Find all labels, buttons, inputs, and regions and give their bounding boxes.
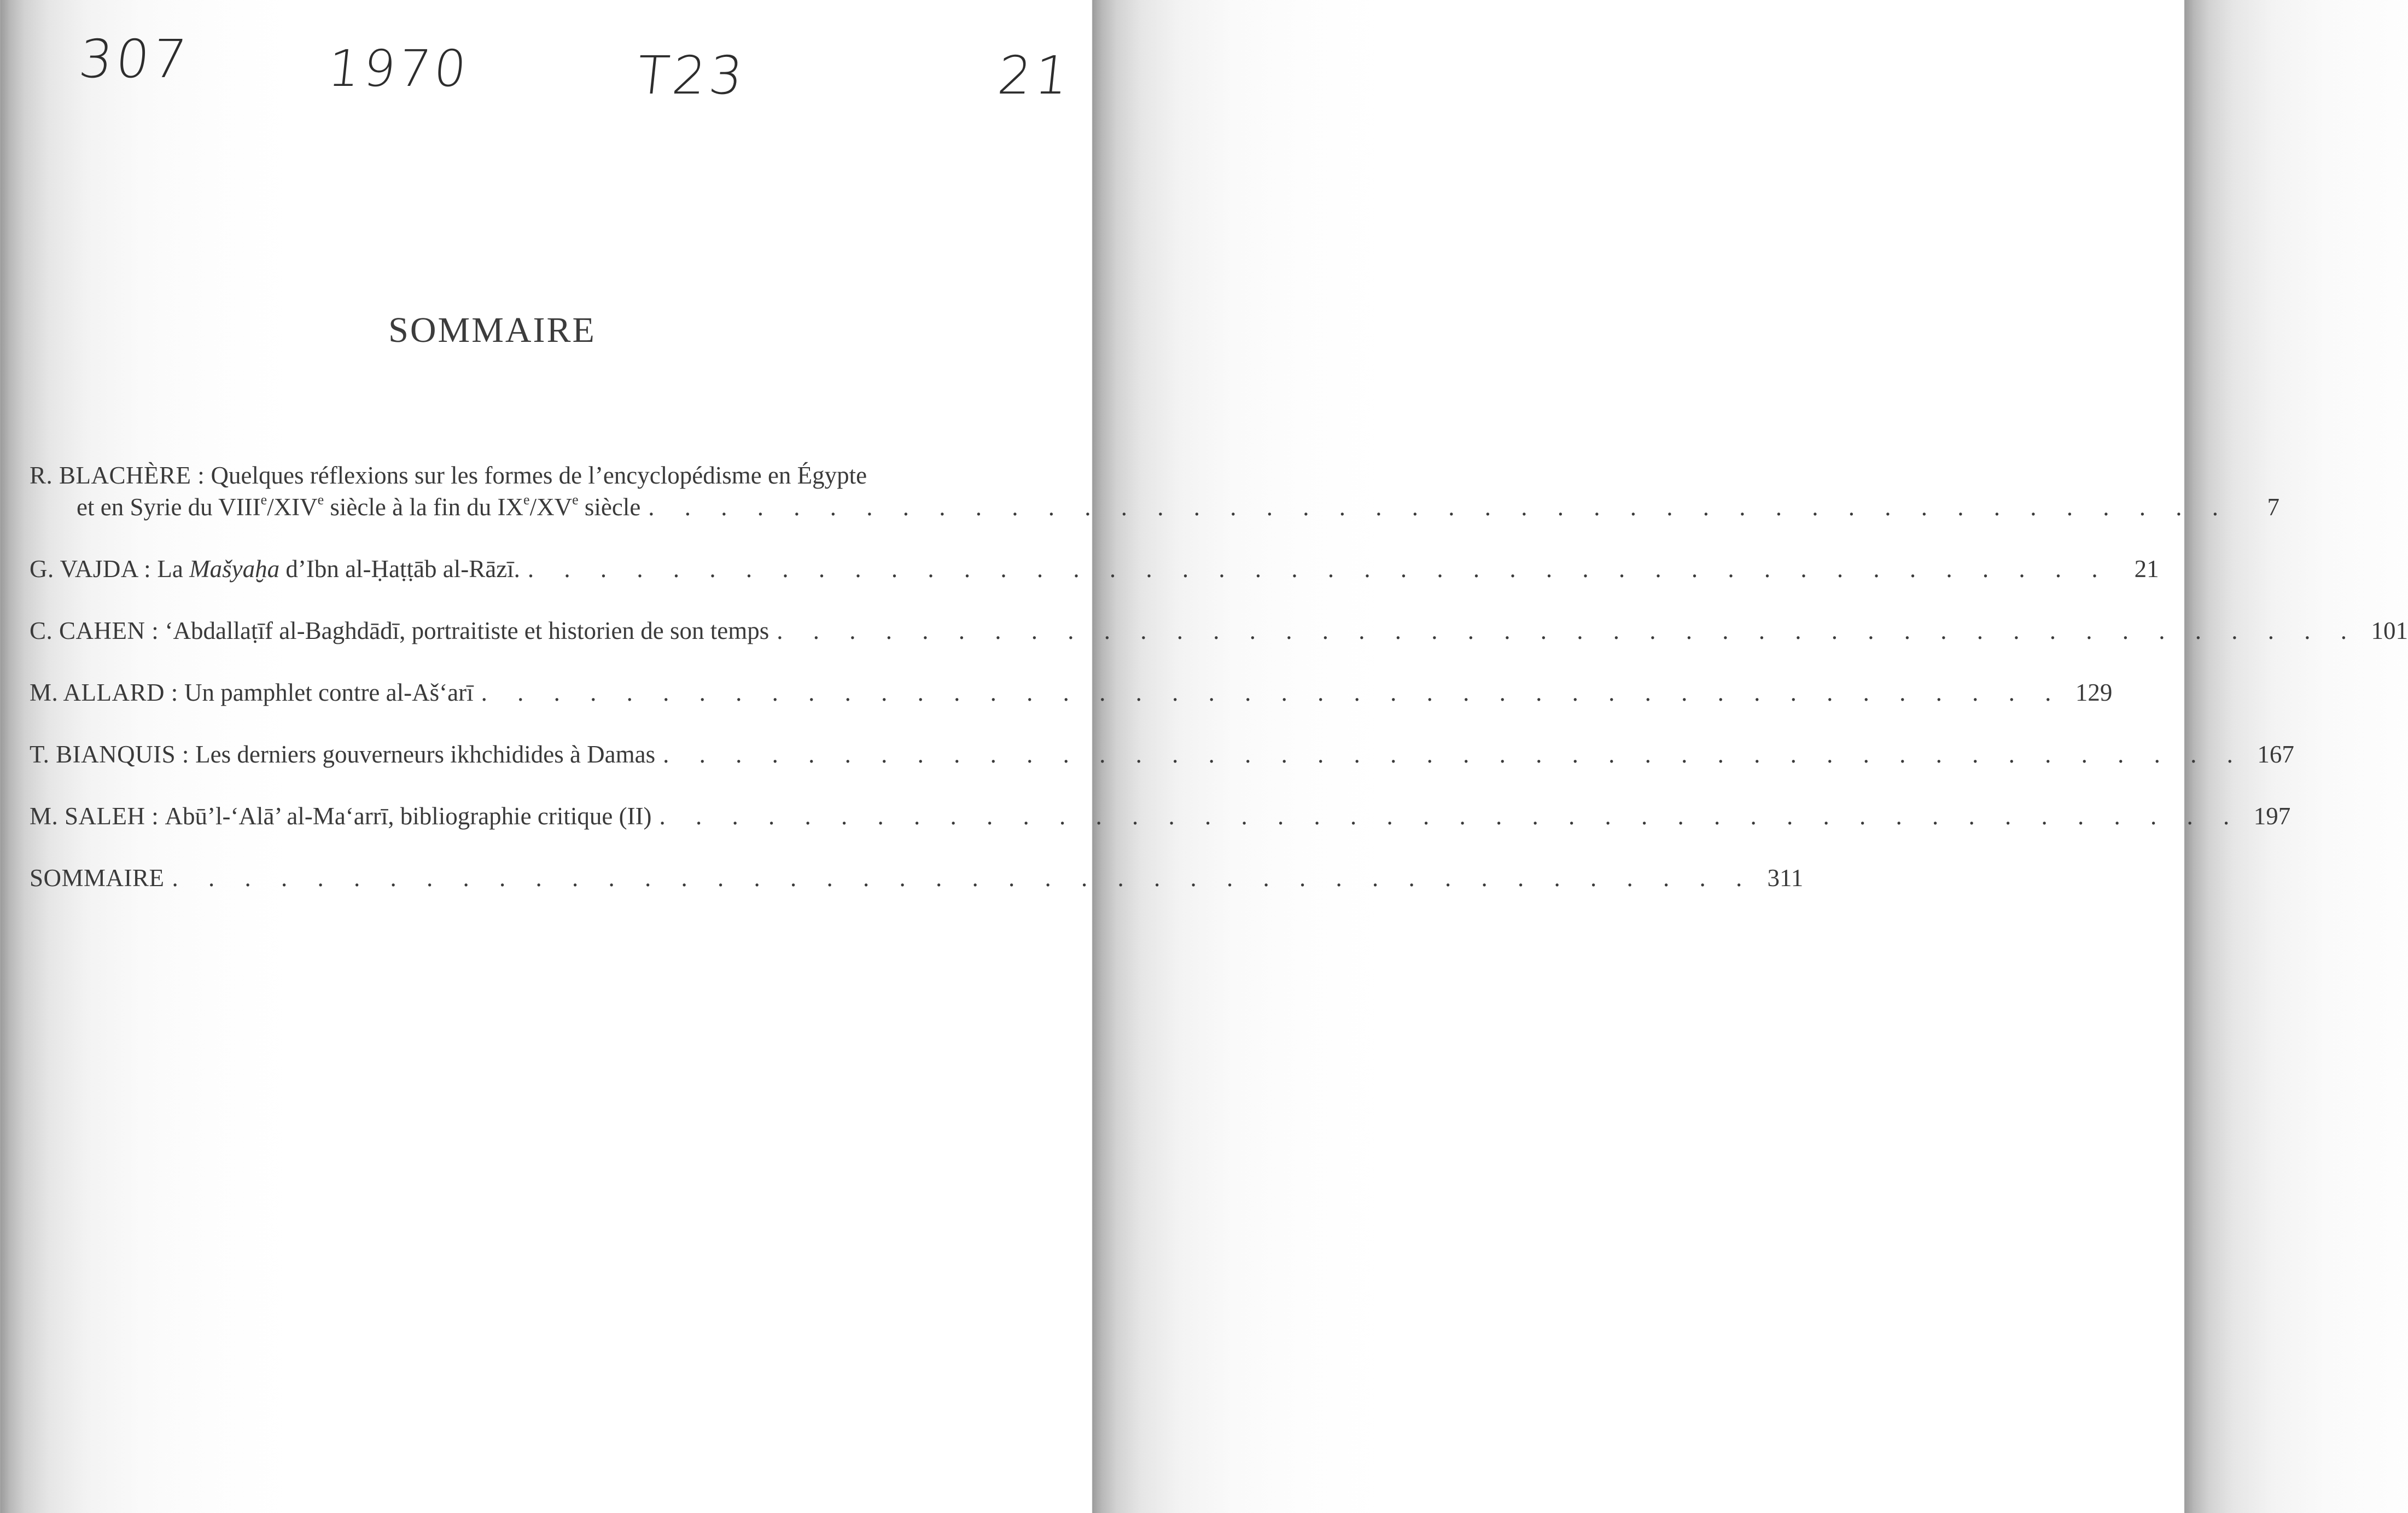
toc-page-number: 101 xyxy=(2371,617,2408,644)
toc-leader-dots: . . . . . . . . . . . . . . . . . . . . . . . . . . . . . . . . . . . . . . . . . . . . xyxy=(663,741,2245,768)
toc-title: Quelques réflexions sur les formes de l’encyclopédisme en Égypte xyxy=(211,462,867,489)
toc-entry xyxy=(30,553,2159,585)
toc-author: M. ALLARD : xyxy=(30,679,178,706)
toc-entry-line xyxy=(30,615,2408,647)
toc-entry-line xyxy=(30,491,2280,523)
toc-page-number: 197 xyxy=(2253,802,2291,830)
toc-author: R. BLACHÈRE : xyxy=(30,462,205,489)
toc-leader-dots: . . . . . . . . . . . . . . . . . . . . . . . . . . . . . . . . . . . . . . . . . . . . xyxy=(172,864,1754,892)
toc-entry xyxy=(30,862,1804,894)
toc-author: T. BIANQUIS : xyxy=(30,741,189,768)
toc-author: M. SALEH : xyxy=(30,802,159,830)
toc-leader-dots: . . . . . . . . . . . . . . . . . . . . . . . . . . . . . . . . . . . . . . . . . . . . xyxy=(659,802,2242,830)
toc-title: Abū’l-‘Alā’ al-Ma‘arrī, bibliographie critique (II) xyxy=(165,802,652,830)
toc-page-number: 311 xyxy=(1767,864,1804,892)
toc-entry-line xyxy=(30,800,2291,832)
toc-page-number: 21 xyxy=(2134,555,2159,583)
toc-title: ‘Abdallaṭīf al-Baghdādī, portraitiste et historien de son temps xyxy=(165,617,769,644)
toc-entry xyxy=(30,677,2113,708)
table-of-contents xyxy=(30,459,2408,924)
toc-entry xyxy=(30,800,2291,832)
toc-leader-dots: . . . . . . . . . . . . . . . . . . . . . . . . . . . . . . . . . . . . . . . . . . . . xyxy=(648,493,2231,521)
handwritten-note-2: 1970 xyxy=(325,39,473,98)
page-title: SOMMAIRE xyxy=(388,310,596,350)
handwritten-note-3: T23 xyxy=(634,45,749,106)
toc-page-number: 167 xyxy=(2257,741,2294,768)
toc-author: C. CAHEN : xyxy=(30,617,159,644)
toc-entry-line xyxy=(30,862,1804,894)
toc-entry-line xyxy=(30,738,2294,770)
toc-entry-line xyxy=(30,459,976,491)
toc-author: G. VAJDA : xyxy=(30,555,151,583)
toc-entry xyxy=(30,615,2408,647)
handwritten-note-4: 21 xyxy=(995,45,1075,106)
toc-entry-line xyxy=(30,553,2159,585)
handwritten-note-1: 307 xyxy=(76,28,193,90)
toc-entry xyxy=(30,738,2294,770)
toc-title: La Mašyaḫa d’Ibn al-Ḥaṭṭāb al-Rāzī. xyxy=(157,555,520,583)
toc-title-continuation: et en Syrie du VIIIe/XIVe siècle à la fin du IXe/XVe siècle xyxy=(77,492,641,521)
toc-leader-dots: . . . . . . . . . . . . . . . . . . . . . . . . . . . . . . . . . . . . . . . . . . . . xyxy=(527,555,2110,583)
toc-author: SOMMAIRE xyxy=(30,864,165,892)
toc-page-number: 129 xyxy=(2075,679,2113,706)
toc-leader-dots: . . . . . . . . . . . . . . . . . . . . . . . . . . . . . . . . . . . . . . . . . . . . xyxy=(777,617,2359,644)
toc-leader-dots: . . . . . . . . . . . . . . . . . . . . . . . . . . . . . . . . . . . . . . . . . . . . xyxy=(481,679,2063,706)
toc-title: Les derniers gouverneurs ikhchidides à Damas xyxy=(195,741,656,768)
toc-page-number: 7 xyxy=(2267,493,2280,521)
toc-title: Un pamphlet contre al-Aš‘arī xyxy=(184,679,474,706)
toc-entry-line xyxy=(30,677,2113,708)
toc-entry xyxy=(30,459,2280,523)
